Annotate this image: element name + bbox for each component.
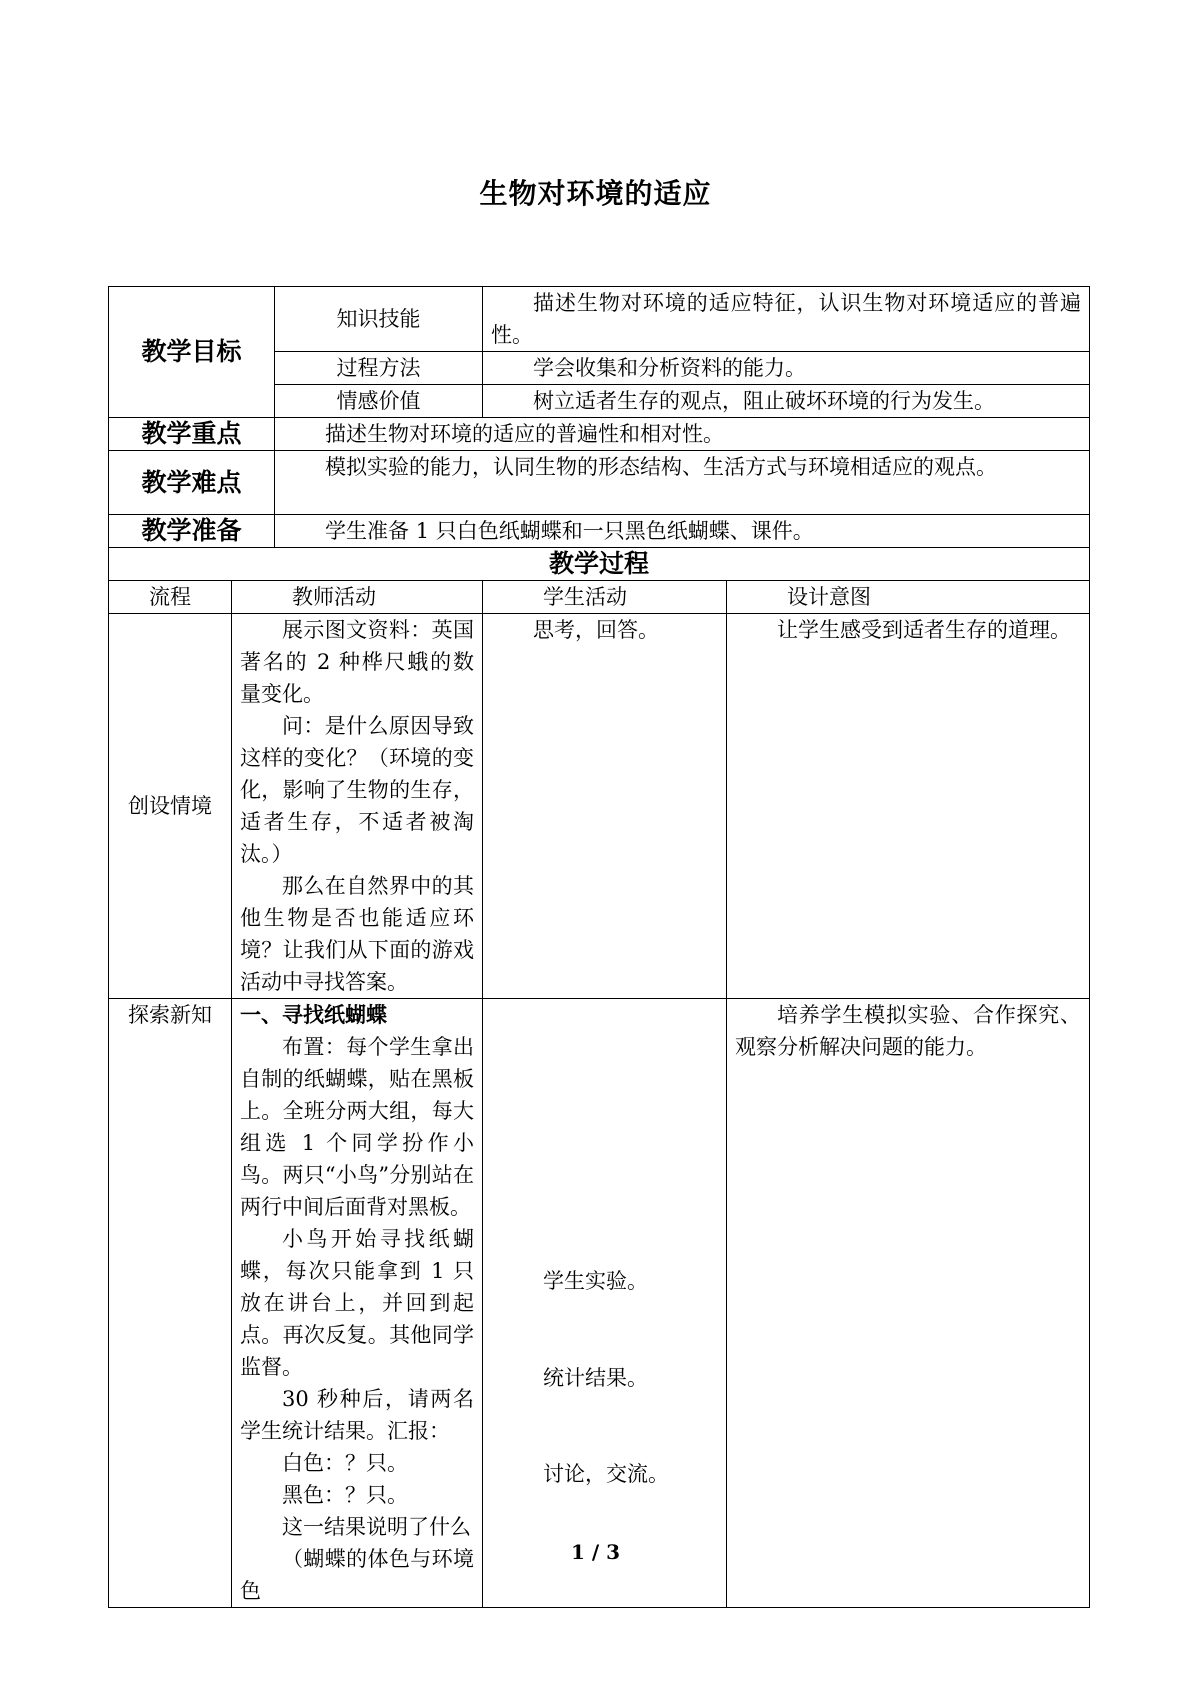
difficulty-text: 模拟实验的能力，认同生物的形态结构、生活方式与环境相适应的观点。 (275, 451, 1090, 515)
teacher-paragraph: 布置：每个学生拿出自制的纸蝴蝶，贴在黑板上。全班分两大组，每大组选 1 个同学扮作小鸟。两只“小鸟”分别站在两行中间后面背对黑板。 (240, 1035, 475, 1219)
design-intent: 让学生感受到适者生存的道理。 (727, 614, 1090, 999)
stage-label: 创设情境 (109, 614, 232, 999)
page-number: 1 / 3 (570, 1540, 621, 1564)
student-activity (483, 999, 727, 1608)
column-header-stage: 流程 (109, 581, 232, 614)
difficulty-label: 教学难点 (109, 451, 275, 515)
student-activity-item: 统计结果。 (543, 1366, 649, 1390)
preparation-text: 学生准备 1 只白色纸蝴蝶和一只黑色纸蝴蝶、课件。 (275, 515, 1090, 548)
column-header-student: 学生活动 (483, 581, 727, 614)
teacher-paragraph: 30 秒种后，请两名学生统计结果。汇报： (240, 1387, 475, 1443)
objective-type: 知识技能 (275, 287, 483, 352)
objective-type: 情感价值 (275, 385, 483, 418)
teacher-paragraph: 那么在自然界中的其他生物是否也能适应环境？让我们从下面的游戏活动中寻找答案。 (240, 874, 475, 994)
teacher-activity (232, 999, 483, 1608)
process-title: 教学过程 (109, 548, 1090, 581)
teacher-heading: 一、寻找纸蝴蝶 (240, 1002, 387, 1027)
column-header-intent: 设计意图 (727, 581, 1090, 614)
objective-text: 学会收集和分析资料的能力。 (483, 352, 1090, 385)
teacher-paragraph: 这一结果说明了什么 (282, 1515, 471, 1539)
objective-text: 描述生物对环境的适应特征，认识生物对环境适应的普遍性。 (483, 287, 1090, 352)
column-header-teacher: 教师活动 (232, 581, 483, 614)
teacher-paragraph: 白色：？只。 (282, 1451, 408, 1475)
objective-text: 树立适者生存的观点，阻止破坏环境的行为发生。 (483, 385, 1090, 418)
preparation-label: 教学准备 (109, 515, 275, 548)
teacher-paragraph: 黑色：？只。 (282, 1483, 408, 1507)
teacher-paragraph: 小鸟开始寻找纸蝴蝶，每次只能拿到 1 只放在讲台上，并回到起点。再次反复。其他同学监督。 (240, 1227, 475, 1379)
key-point-text: 描述生物对环境的适应的普遍性和相对性。 (275, 418, 1090, 451)
stage-label: 探索新知 (109, 999, 232, 1608)
design-intent: 培养学生模拟实验、合作探究、观察分析解决问题的能力。 (727, 999, 1090, 1608)
student-activity-item: 讨论，交流。 (543, 1462, 670, 1486)
teacher-paragraph: 展示图文资料：英国著名的 2 种桦尺蛾的数量变化。 (240, 618, 475, 706)
lesson-plan-table (108, 286, 1090, 1608)
table-row (109, 999, 1090, 1608)
table-row (109, 614, 1090, 999)
key-point-label: 教学重点 (109, 418, 275, 451)
student-activity-item: 学生实验。 (543, 1269, 649, 1293)
student-activity: 思考，回答。 (483, 614, 727, 999)
teacher-paragraph: 问：是什么原因导致这样的变化？（环境的变化，影响了生物的生存，适者生存，不适者被淘汰。） (240, 714, 475, 866)
teacher-activity (232, 614, 483, 999)
page-title: 生物对环境的适应 (479, 177, 712, 210)
objectives-label: 教学目标 (109, 287, 275, 418)
objective-type: 过程方法 (275, 352, 483, 385)
teacher-paragraph: （蝴蝶的体色与环境色 (240, 1547, 475, 1603)
